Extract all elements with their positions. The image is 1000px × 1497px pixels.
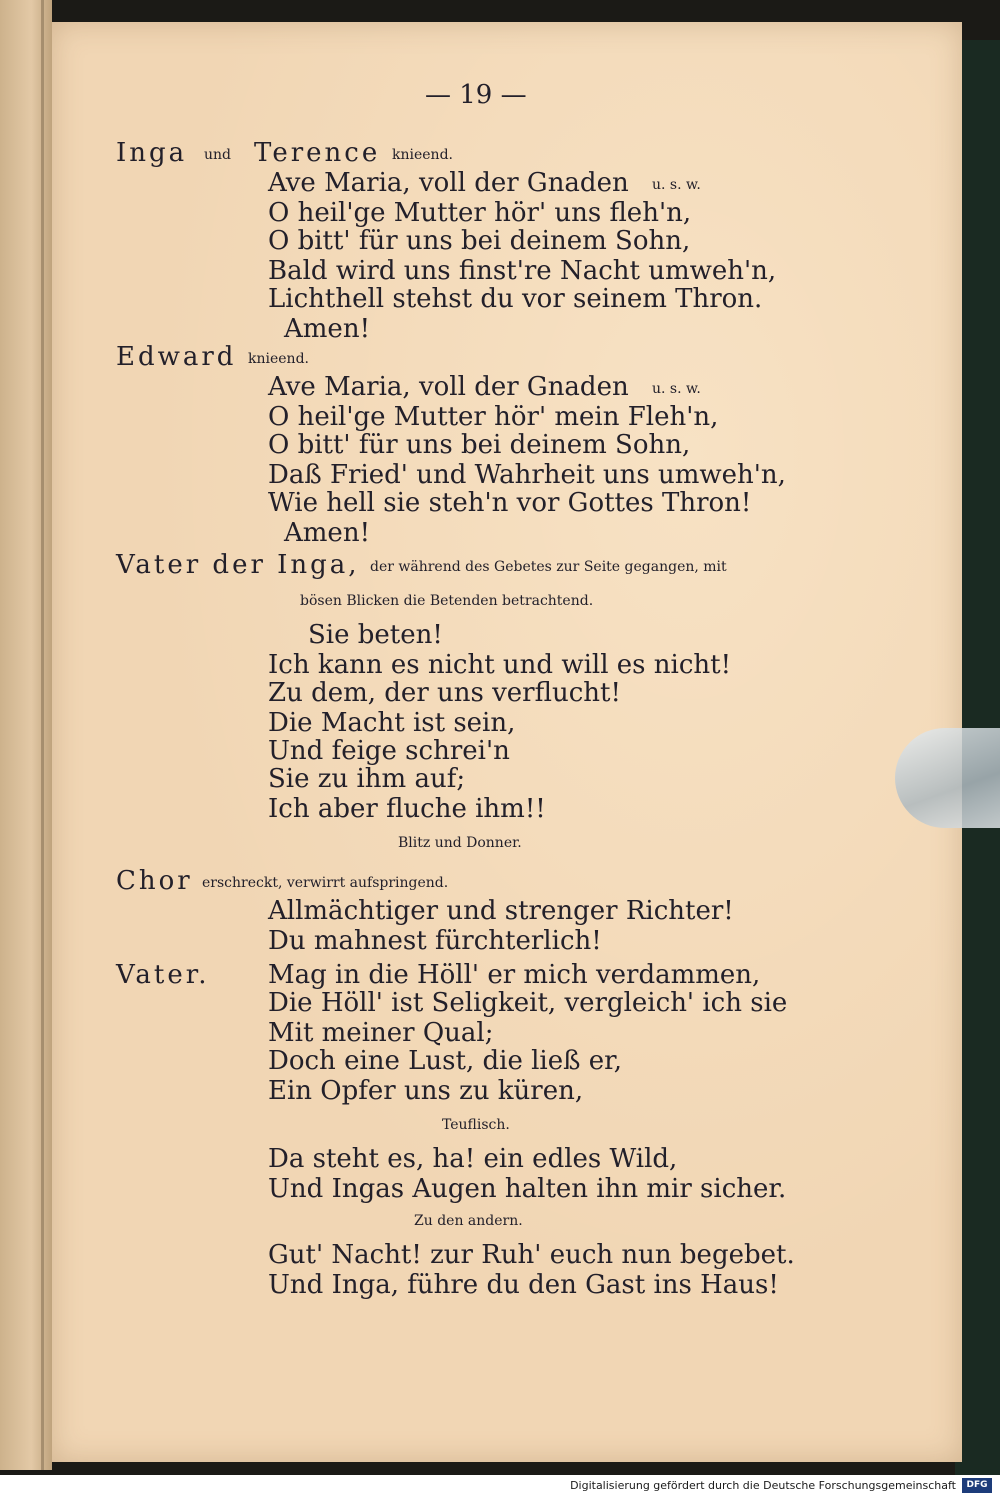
speaker-vater-der-inga: Vater der Inga, xyxy=(116,550,360,580)
stage-direction: der während des Gebetes zur Seite gegangen, mit xyxy=(370,559,727,575)
verse-line: O heil'ge Mutter hör' uns fleh'n, xyxy=(268,198,692,228)
verse-line: Du mahnest fürchterlich! xyxy=(268,926,602,956)
conjunction: und xyxy=(204,147,231,163)
verse-line: Sie zu ihm auf; xyxy=(268,764,466,794)
verse-line: Sie beten! xyxy=(308,620,443,650)
verse-line: O bitt' für uns bei deinem Sohn, xyxy=(268,430,691,460)
verse-line: Doch eine Lust, die ließ er, xyxy=(268,1046,622,1076)
verse-line: Lichthell stehst du vor seinem Thron. xyxy=(268,284,763,314)
verse-suffix: u. s. w. xyxy=(652,177,701,193)
verse-line: Zu dem, der uns verflucht! xyxy=(268,678,621,708)
verse-line: Amen! xyxy=(284,518,371,548)
stage-direction: knieend. xyxy=(392,147,453,163)
verse-line: Ave Maria, voll der Gnaden xyxy=(268,372,629,402)
page-clip xyxy=(895,728,1000,828)
verse-line: Die Macht ist sein, xyxy=(268,708,516,738)
verse-line: Und feige schrei'n xyxy=(268,736,510,766)
verse-line: Gut' Nacht! zur Ruh' euch nun begebet. xyxy=(268,1240,795,1270)
verse-line: Ich aber fluche ihm!! xyxy=(268,794,546,824)
digitization-footer: Digitalisierung gefördert durch die Deutsche Forschungsgemeinschaft xyxy=(0,1475,1000,1497)
verse-line: Da steht es, ha! ein edles Wild, xyxy=(268,1144,678,1174)
verse-line: Ich kann es nicht und will es nicht! xyxy=(268,650,732,680)
verse-line: Und Inga, führe du den Gast ins Haus! xyxy=(268,1270,779,1300)
speaker-inga: Inga xyxy=(116,138,188,168)
verse-line: O bitt' für uns bei deinem Sohn, xyxy=(268,226,691,256)
verse-line: Ave Maria, voll der Gnaden xyxy=(268,168,629,198)
verse-line: Ein Opfer uns zu küren, xyxy=(268,1076,584,1106)
stage-direction: knieend. xyxy=(248,351,309,367)
previous-page-edge xyxy=(0,0,52,1470)
verse-line: Bald wird uns finst're Nacht umweh'n, xyxy=(268,256,777,286)
speaker-chor: Chor xyxy=(116,866,193,896)
verse-suffix: u. s. w. xyxy=(652,381,701,397)
verse-line: Die Höll' ist Seligkeit, vergleich' ich sie xyxy=(268,988,788,1018)
verse-line: Mag in die Höll' er mich verdammen, xyxy=(268,960,761,990)
dfg-logo: DFG xyxy=(962,1478,992,1493)
stage-direction: bösen Blicken die Betenden betrachtend. xyxy=(300,593,594,609)
speaker-vater: Vater. xyxy=(116,960,210,990)
verse-line: Mit meiner Qual; xyxy=(268,1018,494,1048)
stage-direction: Zu den andern. xyxy=(414,1213,523,1229)
speaker-terence: Terence xyxy=(254,138,381,168)
verse-line: Amen! xyxy=(284,314,371,344)
stage-direction: Blitz und Donner. xyxy=(398,835,522,851)
book-page xyxy=(52,22,962,1462)
verse-line: O heil'ge Mutter hör' mein Fleh'n, xyxy=(268,402,719,432)
stage-direction: erschreckt, verwirrt aufspringend. xyxy=(202,875,449,891)
verse-line: Daß Fried' und Wahrheit uns umweh'n, xyxy=(268,460,786,490)
verse-line: Allmächtiger und strenger Richter! xyxy=(268,896,734,926)
speaker-edward: Edward xyxy=(116,342,237,372)
stage-direction: Teuflisch. xyxy=(442,1117,510,1133)
verse-line: Wie hell sie steh'n vor Gottes Thron! xyxy=(268,488,752,518)
page-number: — 19 — xyxy=(425,80,527,110)
verse-line: Und Ingas Augen halten ihn mir sicher. xyxy=(268,1174,787,1204)
